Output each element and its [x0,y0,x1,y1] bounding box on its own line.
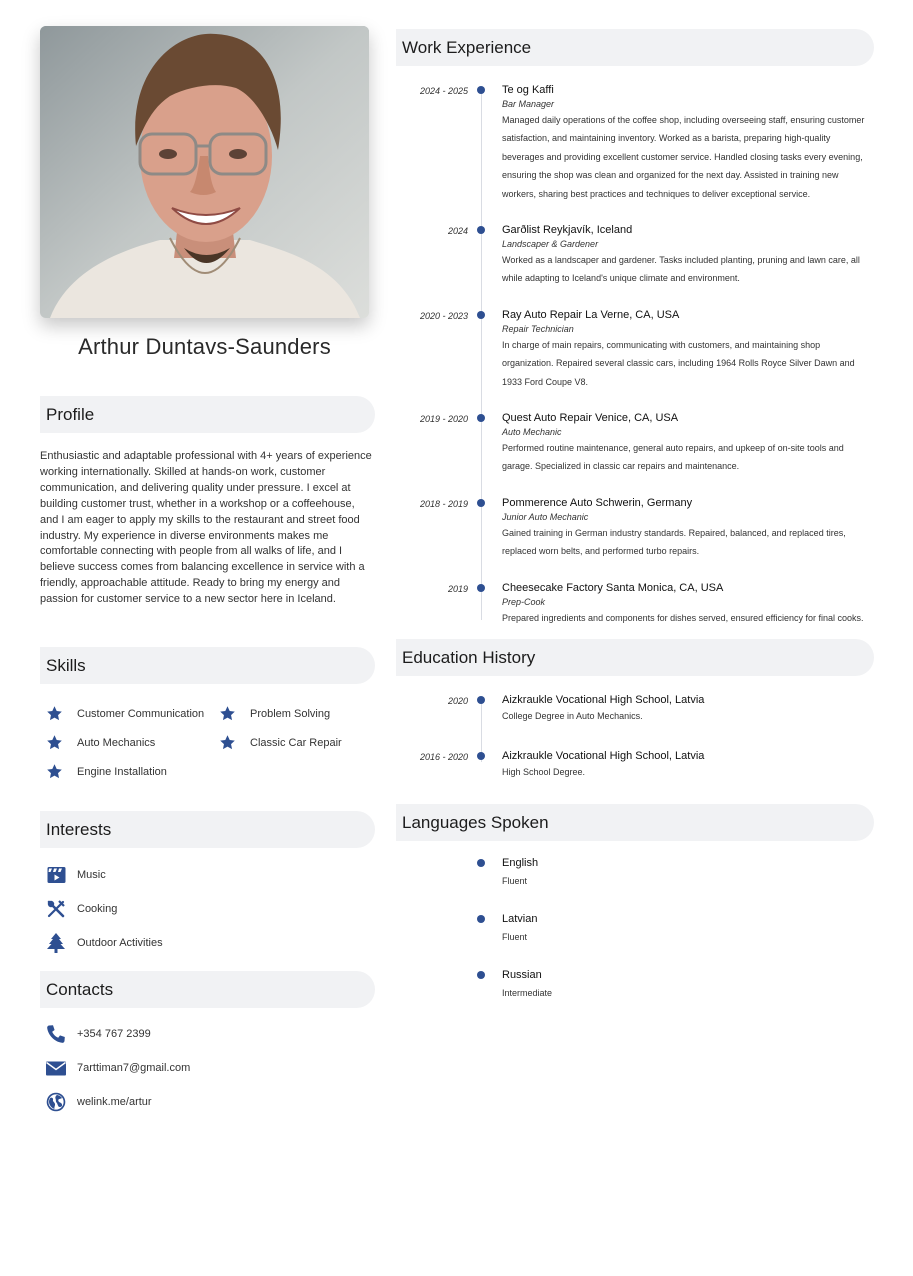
interests-list [40,865,375,953]
right-column [396,29,874,1025]
skill-item [213,705,373,722]
language-level: Intermediate [502,987,553,998]
contact-email[interactable] [40,1058,375,1078]
work-company: Pommerence Auto Schwerin, Germany [502,496,693,509]
language-dot [477,971,485,979]
education-timeline [396,693,874,781]
languages-heading: Languages Spoken [396,804,874,841]
timeline-dot [477,311,485,319]
skill-label: Customer Communication [77,707,205,720]
profile-summary: Enthusiastic and adaptable professional with 4+ years of experience working internationally. Skilled at hands-on work, customer communication, and delivering quality under pressure. I excel at building customer trust, whether in a workshop or a coffeehouse, and I am eager to apply my skills to the restaurant and street food industry. My experience in diverse environments makes me comfortable connecting with people from all walks of life, and I believe success comes from balancing excellence in service with a friendly, approachable attitude. Ready to bring my energy and passion for customer service to a new sector here in Iceland. [40,450,372,606]
tree-icon [46,933,66,953]
work-date: 2020 - 2023 [419,310,468,321]
education-school: Aizkraukle Vocational High School, Latvia [502,694,705,707]
timeline-dot [477,86,485,94]
star-icon [46,763,63,780]
skill-label: Problem Solving [250,707,331,720]
work-company: Te og Kaffi [502,84,554,96]
work-role: Landscaper & Gardener [502,239,599,250]
interest-item [40,933,375,953]
interest-item [40,865,375,885]
interest-item [40,899,375,919]
language-entry [396,969,874,1025]
work-role: Repair Technician [502,323,574,334]
phone-icon [46,1024,66,1044]
language-dot [477,859,485,867]
language-entry [396,913,874,969]
work-entry [396,411,874,476]
work-description: Performed routine maintenance, general auto repairs, and upkeep of on-site tools and garage. Specialized in classic car repairs and maintenance. [502,443,844,472]
person-name: Arthur Duntavs-Saunders [78,334,331,359]
work-company: Quest Auto Repair Venice, CA, USA [502,412,679,425]
contact-phone[interactable] [40,1024,375,1044]
work-date: 2024 [447,226,468,237]
work-date: 2018 - 2019 [419,498,468,509]
left-column [40,26,375,1126]
work-entry [396,223,874,288]
education-school: Aizkraukle Vocational High School, Latvia [502,749,705,762]
education-date: 2016 - 2020 [419,751,468,762]
language-entry [396,857,874,913]
work-description: Prepared ingredients and components for dishes served, ensured efficiency for final cooks. [502,612,864,623]
website-link: welink.me/artur [77,1096,152,1109]
work-entry [396,83,874,203]
work-company: Cheesecake Factory Santa Monica, CA, USA [502,581,724,594]
profile-photo [40,26,369,318]
interests-heading: Interests [40,811,375,848]
timeline-dot [477,752,485,760]
phone-number: +354 767 2399 [77,1028,151,1041]
language-name: English [502,856,539,869]
work-description: Gained training in German industry standards. Repaired, balanced, and replaced tires, replaced worn belts, and performed turbo repairs. [502,527,846,557]
utensils-icon [46,899,66,919]
work-entry [396,496,874,561]
skill-item [40,734,213,751]
work-company: Ray Auto Repair La Verne, CA, USA [502,308,680,321]
work-date: 2019 - 2020 [419,414,468,425]
work-date: 2024 - 2025 [419,86,468,96]
star-icon [46,705,63,722]
timeline-dot [477,414,485,422]
skill-item [40,705,213,722]
work-entry [396,581,874,627]
email-address: 7arttiman7@gmail.com [77,1062,191,1075]
skill-label: Classic Car Repair [250,736,342,749]
work-entry [396,308,874,391]
timeline-dot [477,696,485,704]
education-date: 2020 [447,696,468,707]
work-role: Junior Auto Mechanic [502,511,589,522]
timeline-dot [477,226,485,234]
timeline-dot [477,499,485,507]
contact-website[interactable] [40,1092,375,1112]
work-role: Prep-Cook [502,596,546,607]
work-role: Auto Mechanic [502,427,562,438]
work-company: Garðlist Reykjavík, Iceland [502,224,633,237]
work-description: In charge of main repairs, communicating with customers, and maintaining shop organization. Repaired several classic cars, including 1964 Rolls Royce Silver Dawn and 1933 Ford Coupe V8. [502,339,855,387]
work-description: Worked as a landscaper and gardener. Tasks included planting, pruning and lawn care, all while adapting to Iceland's unique climate and environment. [502,255,860,284]
interest-label: Cooking [77,903,118,916]
work-date: 2019 [447,583,468,594]
language-name: Russian [502,968,542,981]
profile-heading: Profile [40,396,375,433]
globe-icon [46,1092,66,1112]
education-degree: College Degree in Auto Mechanics. [502,711,643,722]
language-dot [477,915,485,923]
skill-item [40,763,213,780]
education-entry [396,749,874,781]
timeline-dot [477,584,485,592]
skills-list [40,705,375,780]
languages-list [396,857,874,1025]
interest-label: Outdoor Activities [77,937,163,950]
skill-label: Engine Installation [77,765,167,778]
skill-item [213,734,373,751]
language-level: Fluent [502,875,528,886]
contacts-list [40,1024,375,1112]
education-degree: High School Degree. [502,766,586,777]
work-role: Bar Manager [502,99,555,109]
interest-label: Music [77,869,106,882]
contacts-heading: Contacts [40,971,375,1008]
education-entry [396,693,874,725]
language-name: Latvian [502,912,538,925]
skills-heading: Skills [40,647,375,684]
envelope-icon [46,1058,66,1078]
star-icon [46,734,63,751]
clapperboard-icon [46,865,66,885]
work-description: Managed daily operations of the coffee shop, including overseeing staff, ensuring customer satisfaction, and maintaining inventory. Worked as a barista, preparing high-quality beverages and providing excellent customer service. Handled closing tasks every evening, ensuring the shop was clean and organized for the next day. Assisted in training new workers, sharing best practices and techniques to deliver exceptional service. [502,115,865,199]
star-icon [219,734,236,751]
language-level: Fluent [502,931,528,942]
skill-label: Auto Mechanics [77,736,156,749]
education-heading: Education History [396,639,874,676]
work-timeline [396,83,874,627]
work-experience-heading: Work Experience [396,29,874,66]
star-icon [219,705,236,722]
